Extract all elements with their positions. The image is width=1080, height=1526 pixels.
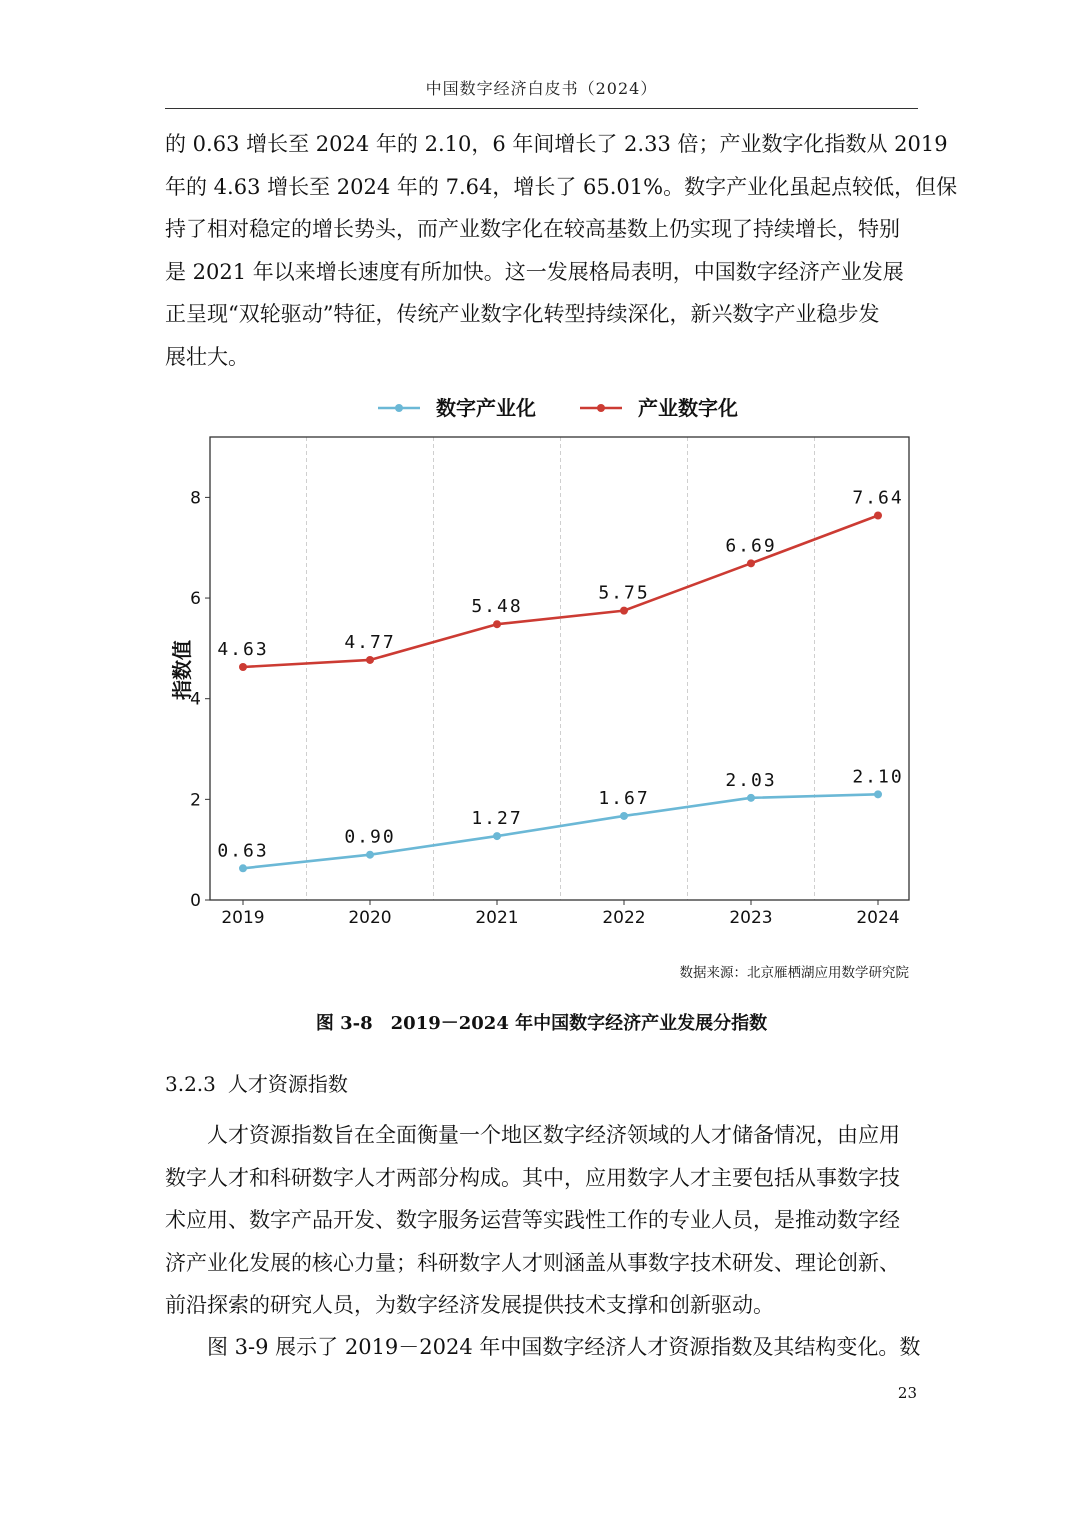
data-label: 1.27	[471, 808, 523, 830]
y-tick-label: 8	[190, 488, 201, 509]
section-number: 3.2.3	[165, 1072, 216, 1096]
chart-svg	[160, 385, 920, 985]
y-axis-label: 指数值	[170, 640, 194, 700]
data-label: 7.64	[852, 487, 904, 509]
x-tick-label: 2021	[475, 908, 519, 928]
data-point	[366, 851, 374, 859]
x-tick-label: 2022	[602, 908, 646, 928]
line-chart	[160, 385, 920, 985]
y-tick-label: 0	[190, 891, 201, 911]
data-label: 5.75	[598, 582, 650, 604]
legend-label: 产业数字化	[638, 396, 738, 420]
plot-frame	[210, 437, 909, 900]
data-label: 0.63	[217, 840, 269, 862]
legend-swatch-marker	[395, 404, 403, 412]
data-label: 0.90	[344, 826, 396, 848]
figure-caption: 图 3-8 2019－2024 年中国数字经济产业发展分指数	[315, 1013, 768, 1034]
page-number: 23	[897, 1384, 917, 1402]
x-tick-label: 2024	[856, 908, 900, 928]
text-line: 是 2021 年以来增长速度有所加快。这一发展格局表明，中国数字经济产业发展	[165, 259, 904, 284]
data-point	[493, 832, 501, 840]
text-line: 展壮大。	[165, 344, 249, 369]
text-line: 年的 4.63 增长至 2024 年的 7.64，增长了 65.01%。数字产业化虽起点较低，但保	[165, 174, 958, 199]
legend-label: 数字产业化	[436, 396, 536, 420]
section-title: 人才资源指数	[227, 1072, 348, 1096]
data-point	[620, 812, 628, 820]
body-paragraph-3	[165, 1326, 921, 1369]
section-heading	[165, 1068, 348, 1097]
data-point	[493, 620, 501, 628]
header-rule	[165, 108, 918, 109]
body-paragraph-2	[165, 1114, 918, 1327]
data-point	[239, 663, 247, 671]
text-line: 的 0.63 增长至 2024 年的 2.10，6 年间增长了 2.33 倍；产业数字化指数从 2019	[165, 132, 948, 156]
text-line: 正呈现“双轮驱动”特征，传统产业数字化转型持续深化，新兴数字产业稳步发	[165, 302, 880, 327]
data-point	[239, 864, 247, 872]
data-label: 4.63	[217, 638, 269, 660]
data-label: 6.69	[725, 535, 777, 557]
data-label: 4.77	[344, 631, 396, 653]
y-tick-label: 6	[190, 589, 201, 610]
text-line: 持了相对稳定的增长势头，而产业数字化在较高基数上仍实现了持续增长，特别	[165, 217, 900, 242]
text-line: 图 3-9 展示了 2019－2024 年中国数字经济人才资源指数及其结构变化。数	[207, 1335, 921, 1359]
text-line: 济产业化发展的核心力量；科研数字人才则涵盖从事数字技术研发、理论创新、	[165, 1250, 900, 1275]
data-label: 2.03	[725, 769, 777, 791]
x-tick-label: 2023	[729, 908, 773, 928]
text-line: 人才资源指数旨在全面衡量一个地区数字经济领域的人才储备情况，由应用	[207, 1123, 900, 1147]
text-line: 术应用、数字产品开发、数字服务运营等实践性工作的专业人员，是推动数字经	[165, 1208, 900, 1233]
data-point	[874, 512, 882, 520]
x-tick-label: 2019	[221, 908, 265, 928]
legend-swatch-marker	[597, 404, 605, 412]
data-point	[747, 559, 755, 567]
data-point	[366, 656, 374, 664]
running-header: 中国数字经济白皮书（2024）	[425, 79, 658, 98]
data-source-note: 数据来源：北京雁栖湖应用数学研究院	[679, 965, 909, 981]
data-label: 2.10	[852, 766, 904, 788]
data-point	[874, 790, 882, 798]
text-line: 数字人才和科研数字人才两部分构成。其中，应用数字人才主要包括从事数字技	[165, 1165, 900, 1190]
data-point	[747, 794, 755, 802]
data-label: 1.67	[598, 787, 650, 809]
body-paragraph-1	[165, 123, 958, 379]
data-label: 5.48	[471, 596, 523, 618]
y-tick-label: 2	[190, 790, 201, 811]
y-tick-label: 4	[190, 689, 201, 710]
data-point	[620, 607, 628, 615]
text-line: 前沿探索的研究人员，为数字经济发展提供技术支撑和创新驱动。	[165, 1293, 774, 1318]
x-tick-label: 2020	[348, 908, 392, 928]
